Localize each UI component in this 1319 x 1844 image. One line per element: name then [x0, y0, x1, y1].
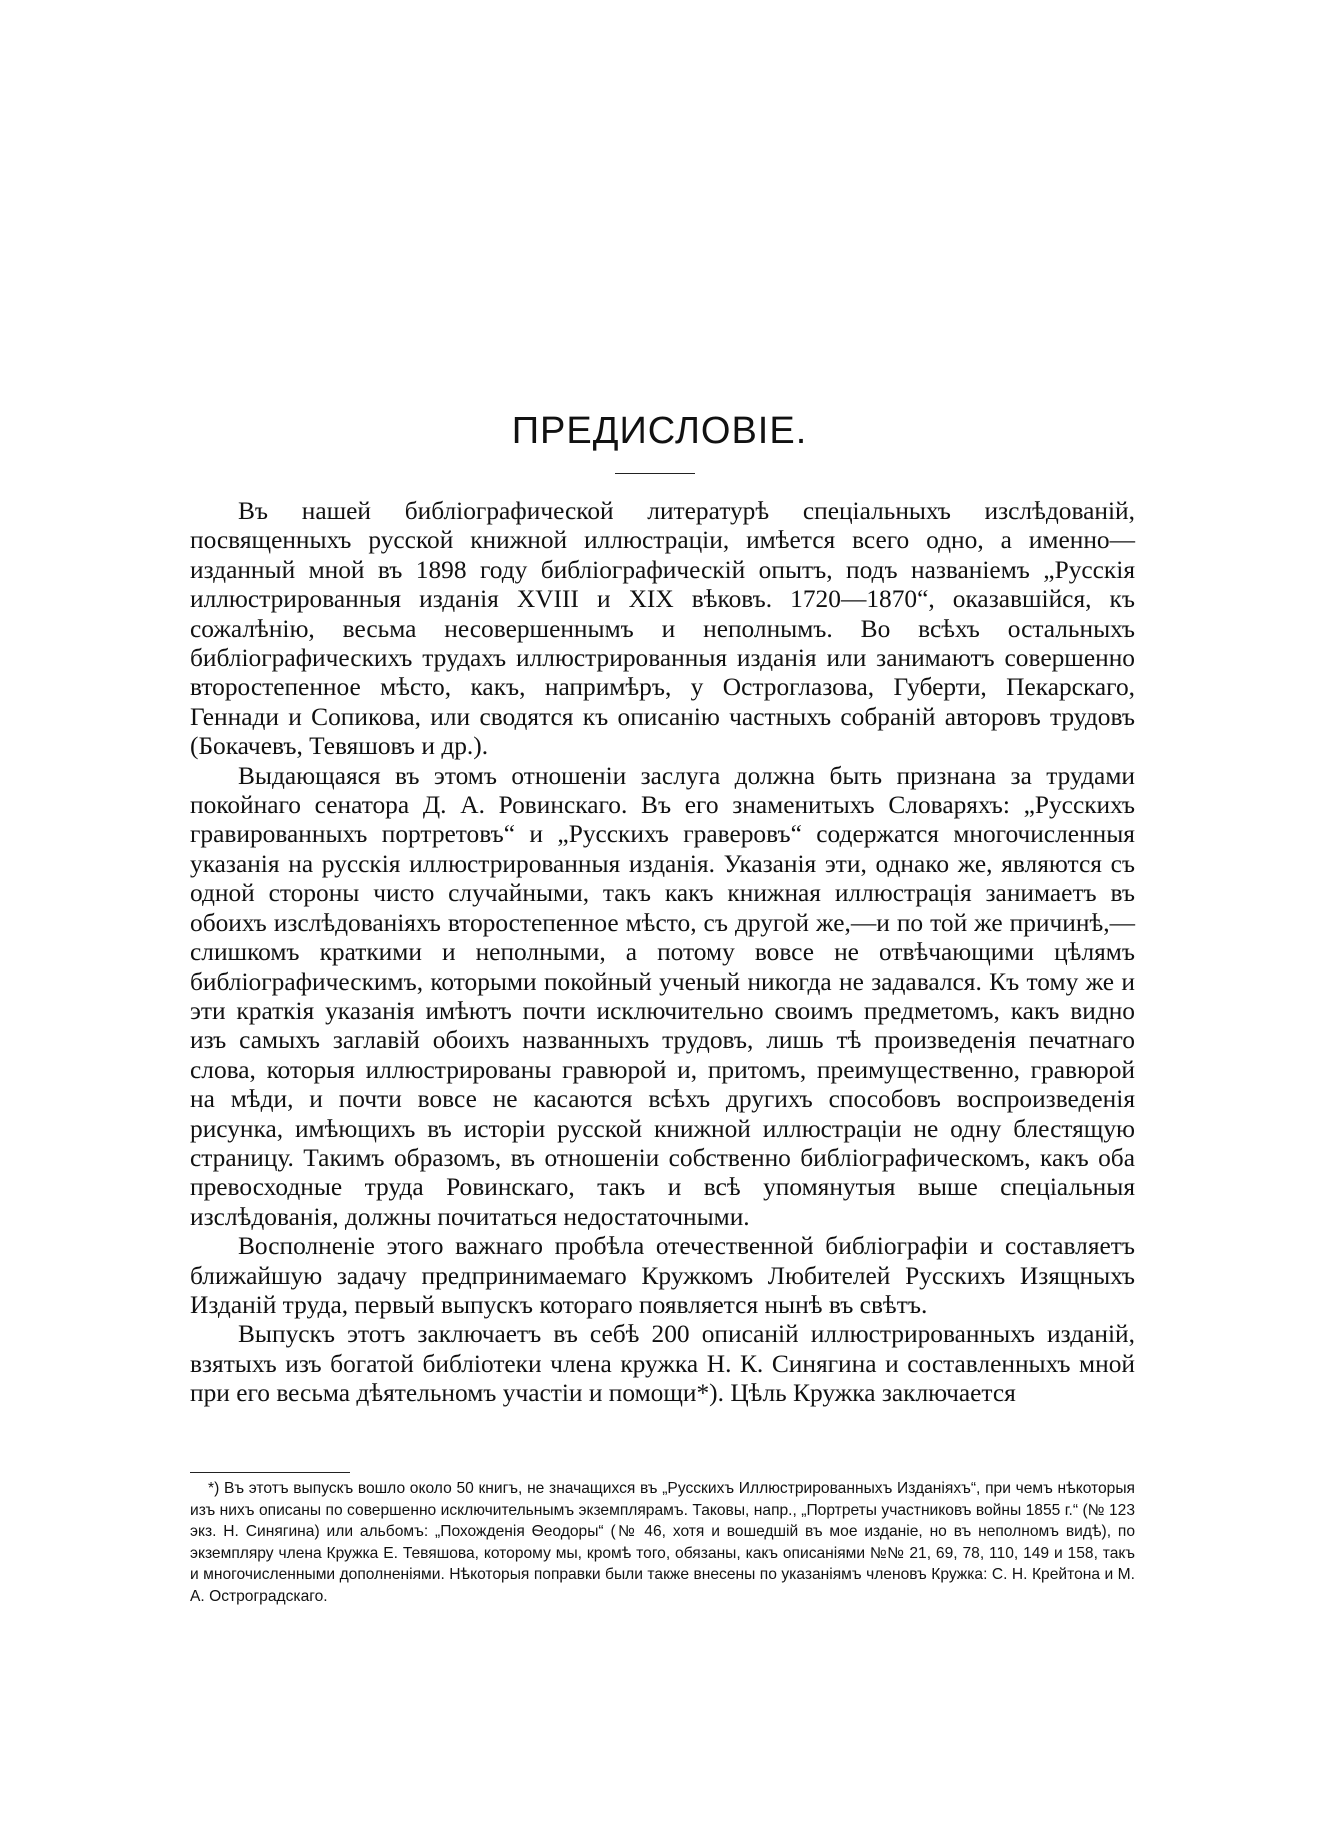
paragraph: Восполненіе этого важнаго пробѣла отечественной библіографіи и составляетъ ближайшую задачу предпринимаемаго Кружкомъ Любителей Русскихъ Изящныхъ Изданій труда, первый выпускъ котораго появляется нынѣ въ свѣтъ.: [190, 1232, 1135, 1319]
paragraph: Въ нашей библіографической литературѣ спеціальныхъ изслѣдованій, посвященныхъ русской книжной иллюстраціи, имѣется всего одно, а именно—изданный мной въ 1898 году библіографическій опытъ, подъ названіемъ „Русскія иллюстрированныя изданія XVIII и XIX вѣковъ. 1720—1870“, оказавшійся, къ сожалѣнію, весьма несовершеннымъ и неполнымъ. Во всѣхъ остальныхъ библіографическихъ трудахъ иллюстрированныя изданія или занимаютъ совершенно второстепенное мѣсто, какъ, напримѣръ, у Остроглазова, Губерти, Пекарскаго, Геннади и Сопикова, или сводятся къ описанію частныхъ собраній авторовъ трудовъ (Бокачевъ, Тевяшовъ и др.).: [190, 497, 1135, 761]
footnote-text: *) Въ этотъ выпускъ вошло около 50 книгъ, не значащихся въ „Русскихъ Иллюстрированныхъ Изданіяхъ“, при чемъ нѣкоторыя изъ нихъ описаны по совершенно исключительнымъ экземплярамъ. Таковы, напр., „Портреты участниковъ войны 1855 г.“ (№ 123 экз. Н. Синягина) или альбомъ: „Похожденія Ѳеодоры“ (№ 46, хотя и вошедшій въ мое изданіе, но въ неполномъ видѣ), по экземпляру члена Кружка Е. Тевяшова, которому мы, кромѣ того, обязаны, какъ описаніями №№ 21, 69, 78, 110, 149 и 158, такъ и многочисленными дополненіями. Нѣкоторыя поправки были также внесены по указаніямъ членовъ Кружка: С. Н. Крейтона и М. А. Остроградскаго.: [190, 1480, 1135, 1605]
title-divider: [615, 473, 695, 474]
footnote: [190, 1478, 1135, 1607]
page-title: ПРЕДИСЛОВІЕ.: [511, 410, 808, 452]
footnote-divider: [190, 1472, 350, 1473]
paragraph: Выпускъ этотъ заключаетъ въ себѣ 200 описаній иллюстрированныхъ изданій, взятыхъ изъ богатой библіотеки члена кружка Н. К. Синягина и составленныхъ мной при его весьма дѣятельномъ участіи и помощи*). Цѣль Кружка заключается: [190, 1320, 1135, 1408]
main-text: [190, 497, 1135, 1409]
paragraph: Выдающаяся въ этомъ отношеніи заслуга должна быть признана за трудами покойнаго сенатора Д. А. Ровинскаго. Въ его знаменитыхъ Словаряхъ: „Русскихъ гравированныхъ портретовъ“ и „Русскихъ граверовъ“ содержатся многочисленныя указанія на русскія иллюстрированныя изданія. Указанія эти, однако же, являются съ одной стороны чисто случайными, такъ какъ книжная иллюстрація занимаетъ въ обоихъ изслѣдованіяхъ второстепенное мѣсто, съ другой же,—и по той же причинѣ,—слишкомъ краткими и неполными, а потому вовсе не отвѣчающими цѣлямъ библіографическимъ, которыми покойный ученый никогда не задавался. Къ тому же и эти краткія указанія имѣютъ почти исключительно своимъ предметомъ, какъ видно изъ самыхъ заглавій обоихъ названныхъ трудовъ, лишь тѣ произведенія печатнаго слова, которыя иллюстрированы гравюрой и, притомъ, преимущественно, гравюрой на мѣди, и почти вовсе не касаются всѣхъ другихъ способовъ воспроизведенія рисунка, имѣющихъ въ исторіи русской книжной иллюстраціи не одну блестящую страницу. Такимъ образомъ, въ отношеніи собственно библіографическомъ, какъ оба превосходные труда Ровинскаго, такъ и всѣ упомянутыя выше спеціальныя изслѣдованія, должны почитаться недостаточными.: [190, 761, 1135, 1231]
